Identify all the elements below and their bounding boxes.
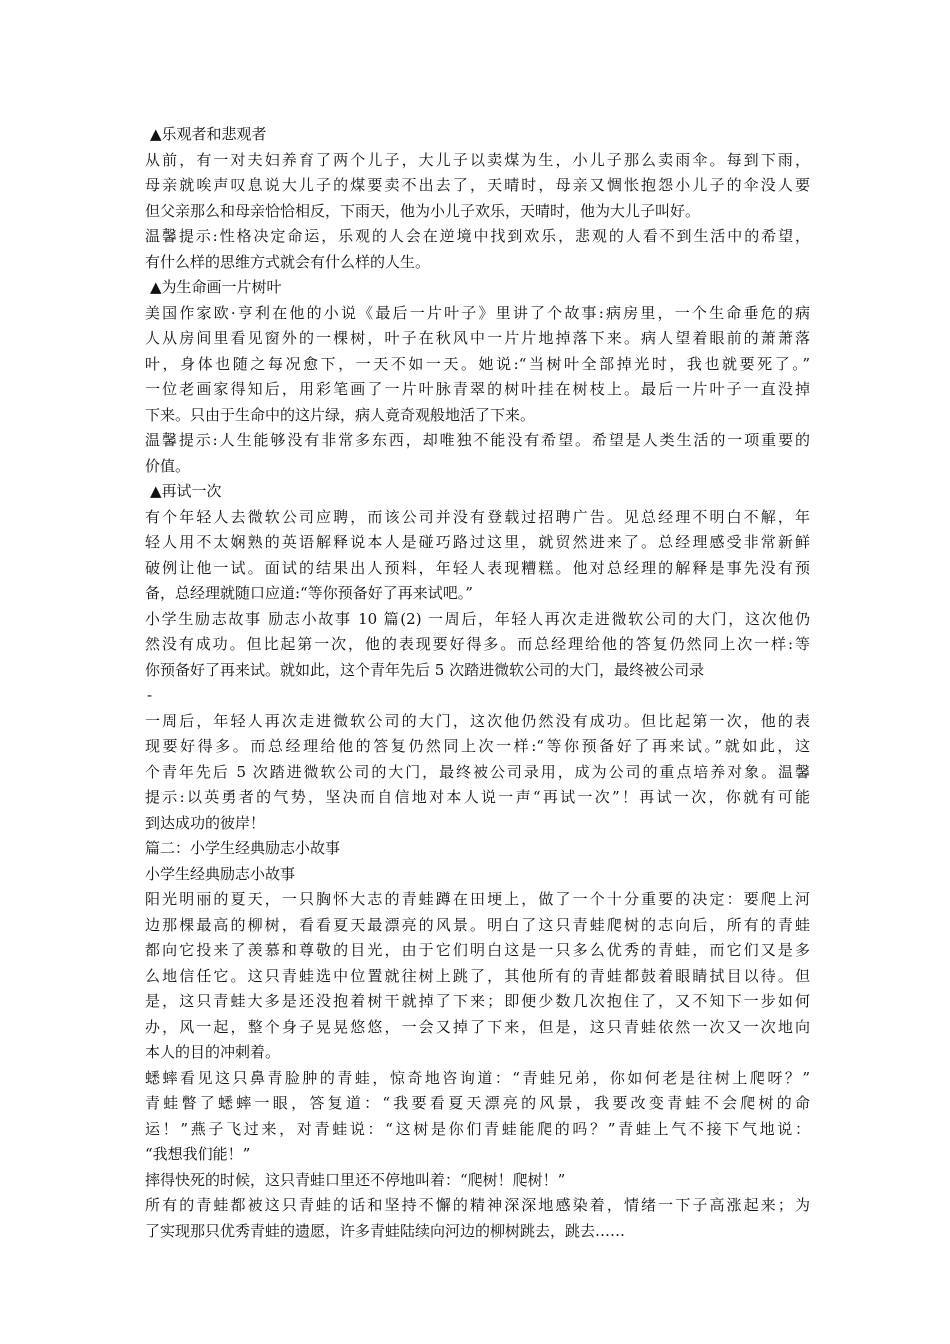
paragraph-last-line: 篇二：小学生经典励志小故事 (145, 839, 341, 857)
paragraph-line: 边那棵最高的柳树，看看夏天最漂亮的风景。明白了这只青蛙爬树的志向后，所有的青蛙 (145, 915, 810, 934)
paragraph-line: 一周后，年轻人再次走进微软公司的大门，这次他仍然没有成功。但比起第一次，他的表 (145, 711, 810, 730)
paragraph-line: 人从房间里看见窗外的一棵树，叶子在秋风中一片片地掉落下来。病人望着眼前的萧萧落 (145, 329, 810, 347)
paragraph-line: 轻人用不太娴熟的英语解释说本人是碰巧路过这里，就贸然进来了。总经理感受非常新鲜 (145, 533, 810, 551)
section-heading: ▲乐观者和悲观者 (150, 125, 267, 143)
paragraph-last-line: 但父亲那么和母亲恰恰相反，下雨天，他为小儿子欢乐，天晴时，他为大儿子叫好。 (145, 201, 701, 220)
section-heading: ▲为生命画一片树叶 (150, 278, 282, 296)
paragraph-last-line: 价值。 (145, 456, 191, 475)
paragraph-line: 叶，身体也随之每况愈下，一天不如一天。她说:“当树叶全部掉光时，我也就要死了。” (145, 354, 810, 373)
paragraph-line: 破例让他一试。面试的结果出人预料，年轻人表现糟糕。他对总经理的解释是事先没有预 (145, 558, 810, 577)
paragraph-last-line: 摔得快死的时候，这只青蛙口里还不停地叫着：“爬树！爬树！” (145, 1170, 566, 1189)
paragraph-line: 小学生励志故事 励志小故事 10 篇(2) 一周后，年轻人再次走进微软公司的大门，这次他仍 (145, 609, 810, 628)
paragraph-line: 办，风一起，整个身子晃晃悠悠，一会又掉了下来，但是，这只青蛙依然一次又一次地向 (145, 1017, 810, 1036)
paragraph-line: 蟋蟀看见这只鼻青脸肿的青蛙，惊奇地咨询道：“青蛙兄弟，你如何老是往树上爬呀？” (145, 1068, 810, 1087)
paragraph-line: 运！”燕子飞过来，对青蛙说：“这树是你们青蛙能爬的吗？”青蛙上气不接下气地说： (145, 1119, 810, 1138)
paragraph-line: 阳光明丽的夏天，一只胸怀大志的青蛙蹲在田埂上，做了一个十分重要的决定：要爬上河 (145, 890, 810, 908)
paragraph-line: 所有的青蛙都被这只青蛙的话和坚持不懈的精神深深地感染着，情绪一下子高涨起来；为 (145, 1196, 810, 1214)
paragraph-line: 从前，有一对夫妇养育了两个儿子，大儿子以卖煤为生，小儿子那么卖雨伞。每到下雨， (145, 150, 810, 169)
paragraph-line: 个青年先后 5 次踏进微软公司的大门，最终被公司录用，成为公司的重点培养对象。温馨 (145, 762, 810, 781)
paragraph-line: 然没有成功。但比起第一次，他的表现要好得多。而总经理给他的答复仍然同上次一样:等 (145, 635, 810, 653)
paragraph-line: 美国作家欧·亨利在他的小说《最后一片叶子》里讲了个故事:病房里，一个生命垂危的病 (145, 303, 810, 322)
paragraph-last-line: 有什么样的思维方式就会有什么样的人生。 (145, 252, 431, 271)
paragraph-line: 提示:以英勇者的气势，坚决而自信地对本人说一声“再试一次”！再试一次，你就有可能 (145, 788, 810, 806)
paragraph-line: 都向它投来了羡慕和尊敬的目光，由于它们明白这是一只多么优秀的青蛙，而它们又是多 (145, 941, 810, 959)
section-heading: ▲再试一次 (150, 482, 222, 500)
paragraph-line: 母亲就唉声叹息说大儿子的煤要卖不出去了，天晴时，母亲又惆怅抱怨小儿子的伞没人要 (145, 176, 810, 194)
paragraph-line: 温馨提示:人生能够没有非常多东西，却唯独不能没有希望。希望是人类生活的一项重要的 (145, 431, 810, 449)
paragraph-last-line: 小学生经典励志小故事 (145, 864, 296, 883)
document-page (145, 122, 810, 1244)
paragraph-last-line: 备，总经理就随口应道:“等你预备好了再来试吧。” (145, 584, 473, 602)
paragraph-line: 一位老画家得知后，用彩笔画了一片叶脉青翠的树叶挂在树枝上。最后一片叶子一直没掉 (145, 380, 810, 398)
paragraph-line: 温馨提示:性格决定命运，乐观的人会在逆境中找到欢乐，悲观的人看不到生活中的希望， (145, 227, 810, 245)
paragraph-line: 有个年轻人去微软公司应聘，而该公司并没有登载过招聘广告。见总经理不明白不解，年 (145, 507, 810, 526)
paragraph-last-line: 到达成功的彼岸！ (145, 813, 266, 832)
paragraph-last-line: 了实现那只优秀青蛙的遗愿，许多青蛙陆续向河边的柳树跳去，跳去…… (145, 1221, 626, 1240)
paragraph-line: 现要好得多。而总经理给他的答复仍然同上次一样:“等你预备好了再来试。”就如此，这 (145, 737, 810, 755)
paragraph-line: 是，这只青蛙大多是还没抱着树干就掉了下来；即便少数几次抱住了，又不知下一步如何 (145, 992, 810, 1010)
paragraph-last-line: 你预备好了再来试。就如此，这个青年先后 5 次踏进微软公司的大门，最终被公司录 (145, 660, 705, 679)
paragraph-line: 青蛙瞥了蟋蟀一眼，答复道：“我要看夏天漂亮的风景，我要改变青蛙不会爬树的命 (145, 1094, 810, 1112)
paragraph-last-line: “我想我们能！” (145, 1145, 251, 1163)
paragraph-last-line: 下来。只由于生命中的这片绿，病人竟奇观般地活了下来。 (145, 405, 536, 424)
paragraph-line: 么地信任它。这只青蛙选中位置就往树上跳了，其他所有的青蛙都鼓着眼睛拭目以待。但 (145, 966, 810, 985)
paragraph-last-line: 本人的目的冲刺着。 (145, 1043, 281, 1061)
separator-dash: - (147, 686, 153, 704)
